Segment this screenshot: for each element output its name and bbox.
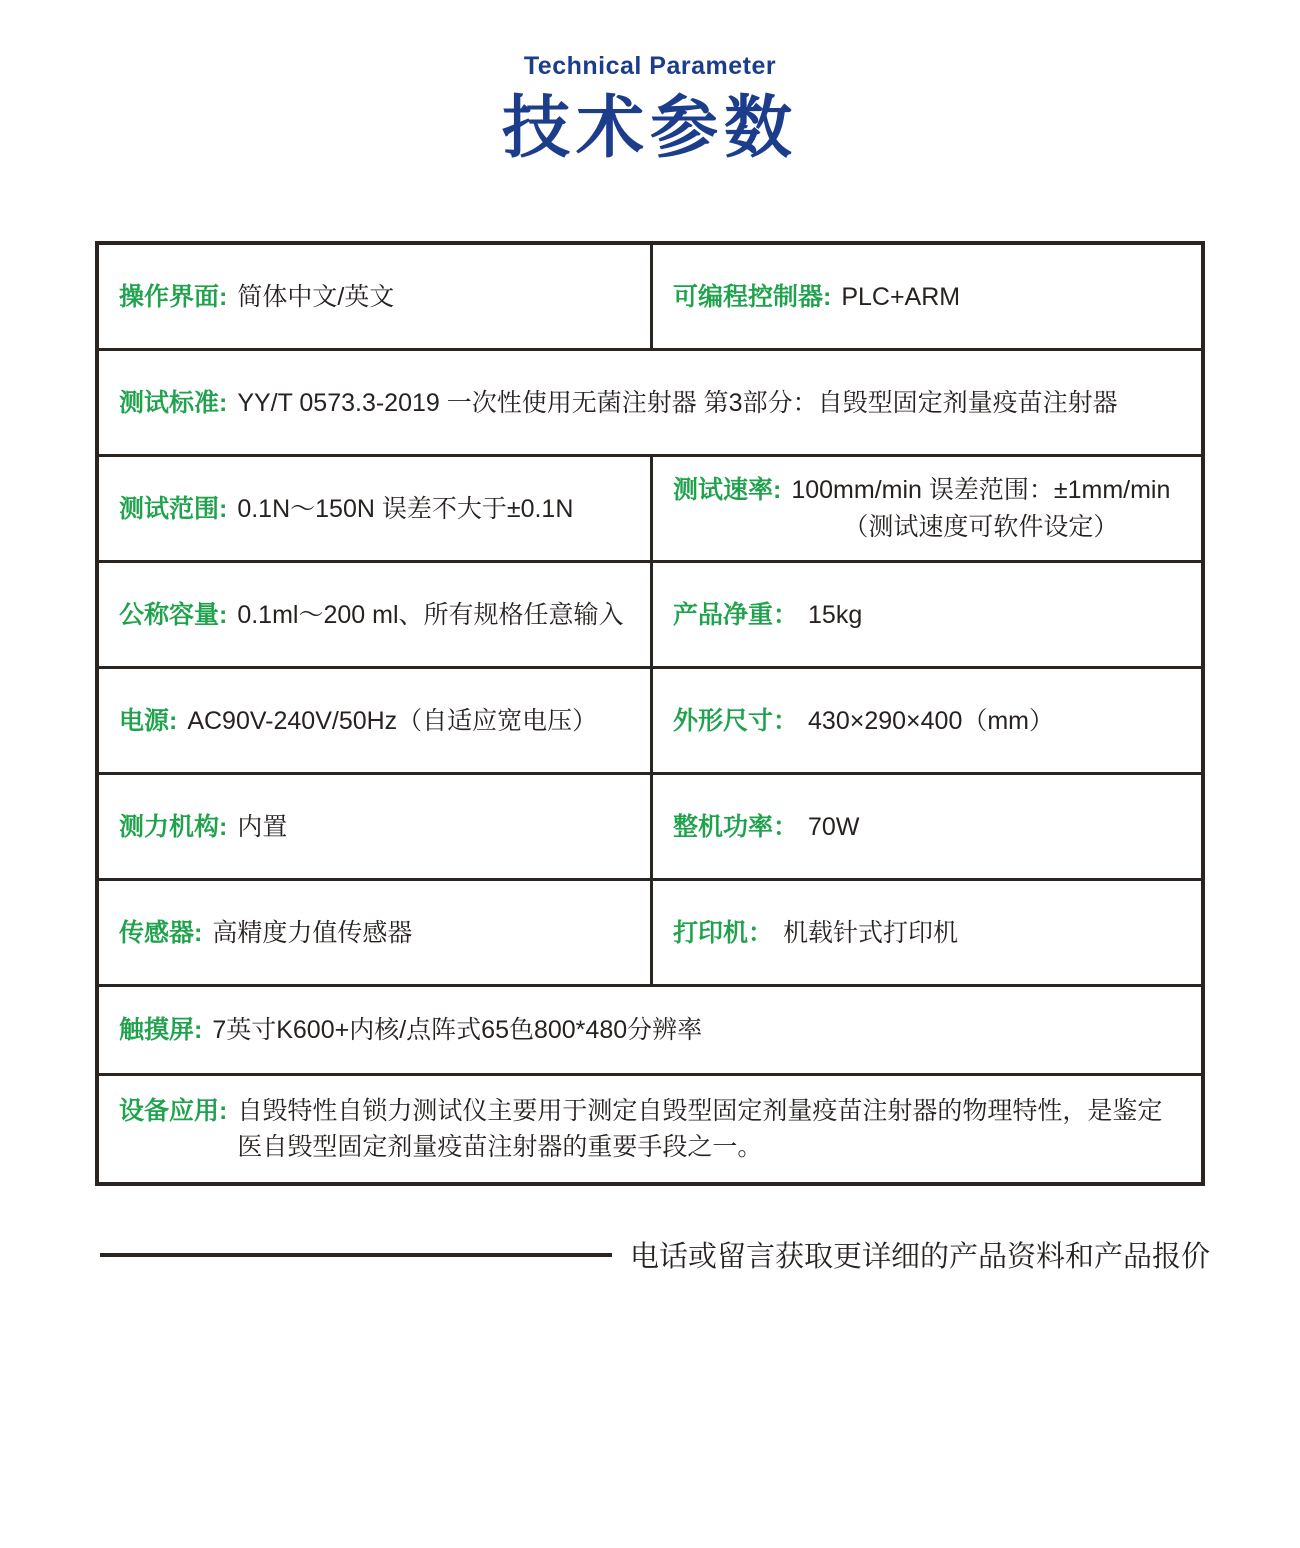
table-row: [99, 772, 1201, 878]
spec-label: 可编程控制器:: [673, 282, 832, 311]
cell-test-standard: [99, 351, 1201, 454]
footer-note: 电话或留言获取更详细的产品资料和产品报价: [629, 1241, 1210, 1274]
spec-value: 430×290×400（mm）: [808, 706, 1054, 735]
table-row: [99, 560, 1201, 666]
spec-label: 打印机：: [673, 918, 774, 947]
spec-value: 7英寸K600+内核/点阵式65色800*480分辨率: [212, 1016, 703, 1045]
spec-value: YY/T 0573.3-2019 一次性使用无菌注射器 第3部分：自毁型固定剂量疫苗注射器: [237, 388, 1118, 417]
cell-net-weight: [650, 563, 1201, 666]
spec-label: 测试速率:: [673, 476, 782, 505]
spec-label: 设备应用:: [119, 1096, 228, 1125]
cell-force-mechanism: [99, 775, 650, 878]
table-row: [99, 1073, 1201, 1182]
table-row: [99, 454, 1201, 560]
spec-pair: [673, 703, 1054, 739]
spec-value: 70W: [808, 812, 860, 841]
spec-value: 高精度力值传感器: [212, 918, 413, 947]
spec-table: [95, 241, 1205, 1186]
spec-pair: [119, 1012, 702, 1048]
spec-label: 传感器:: [119, 918, 203, 947]
cell-printer: [650, 881, 1201, 984]
spec-label: 产品净重：: [673, 600, 799, 629]
spec-value: 0.1N～150N 误差不大于±0.1N: [237, 494, 574, 523]
spec-pair: [119, 279, 394, 315]
spec-value: PLC+ARM: [841, 282, 961, 311]
cell-test-range: [99, 457, 650, 560]
spec-label: 测力机构:: [119, 812, 228, 841]
spec-value-line-1: 100mm/min 误差范围：±1mm/min: [791, 476, 1171, 505]
spec-value: 机载针式打印机: [783, 918, 959, 947]
cell-dimensions: [650, 669, 1201, 772]
cell-operation-interface: [99, 245, 650, 348]
cell-total-power: [650, 775, 1201, 878]
spec-value: 15kg: [808, 600, 863, 629]
table-row: [99, 984, 1201, 1073]
spec-value: 简体中文/英文: [237, 282, 395, 311]
page-footer: [100, 1234, 1210, 1275]
spec-label: 触摸屏:: [119, 1016, 203, 1045]
divider-line: [100, 1253, 612, 1257]
spec-pair: [673, 597, 862, 633]
cell-touch-screen: [99, 987, 1201, 1073]
spec-pair: [119, 809, 287, 845]
spec-label: 整机功率：: [673, 812, 799, 841]
table-row: [99, 348, 1201, 454]
cell-sensor: [99, 881, 650, 984]
cell-power-supply: [99, 669, 650, 772]
cell-programmable-controller: [650, 245, 1201, 348]
spec-pair: [119, 703, 597, 739]
spec-pair: [119, 1093, 1181, 1166]
spec-label: 操作界面:: [119, 282, 228, 311]
spec-label: 测试范围:: [119, 494, 228, 523]
page-title: 技术参数: [501, 90, 798, 166]
spec-pair: [119, 491, 573, 527]
spec-pair: [673, 809, 859, 845]
spec-pair: [673, 279, 960, 315]
cell-test-speed: [650, 457, 1201, 560]
page-subtitle: Technical Parameter: [523, 52, 777, 80]
table-row: [99, 666, 1201, 772]
table-row: [99, 245, 1201, 348]
page-header: [0, 52, 1300, 167]
spec-label: 测试标准:: [119, 388, 228, 417]
spec-value: [791, 472, 1170, 545]
table-row: [99, 878, 1201, 984]
spec-value: AC90V-240V/50Hz（自适应宽电压）: [187, 706, 598, 735]
spec-value: 自毁特性自锁力测试仪主要用于测定自毁型固定剂量疫苗注射器的物理特性，是鉴定医自毁型固定剂量疫苗注射器的重要手段之一。: [237, 1096, 1163, 1162]
spec-label: 公称容量:: [119, 600, 228, 629]
spec-label: 电源:: [119, 706, 178, 735]
spec-pair: [119, 385, 1118, 421]
spec-pair: [673, 472, 1170, 545]
spec-value: 内置: [237, 812, 288, 841]
spec-pair: [673, 915, 958, 951]
spec-value: 0.1ml～200 ml、所有规格任意输入: [237, 600, 624, 629]
spec-label: 外形尺寸：: [673, 706, 799, 735]
spec-pair: [119, 915, 412, 951]
spec-pair: [119, 597, 624, 633]
spec-value-line-2: （测试速度可软件设定）: [843, 512, 1119, 541]
cell-device-application: [99, 1076, 1201, 1182]
cell-nominal-capacity: [99, 563, 650, 666]
